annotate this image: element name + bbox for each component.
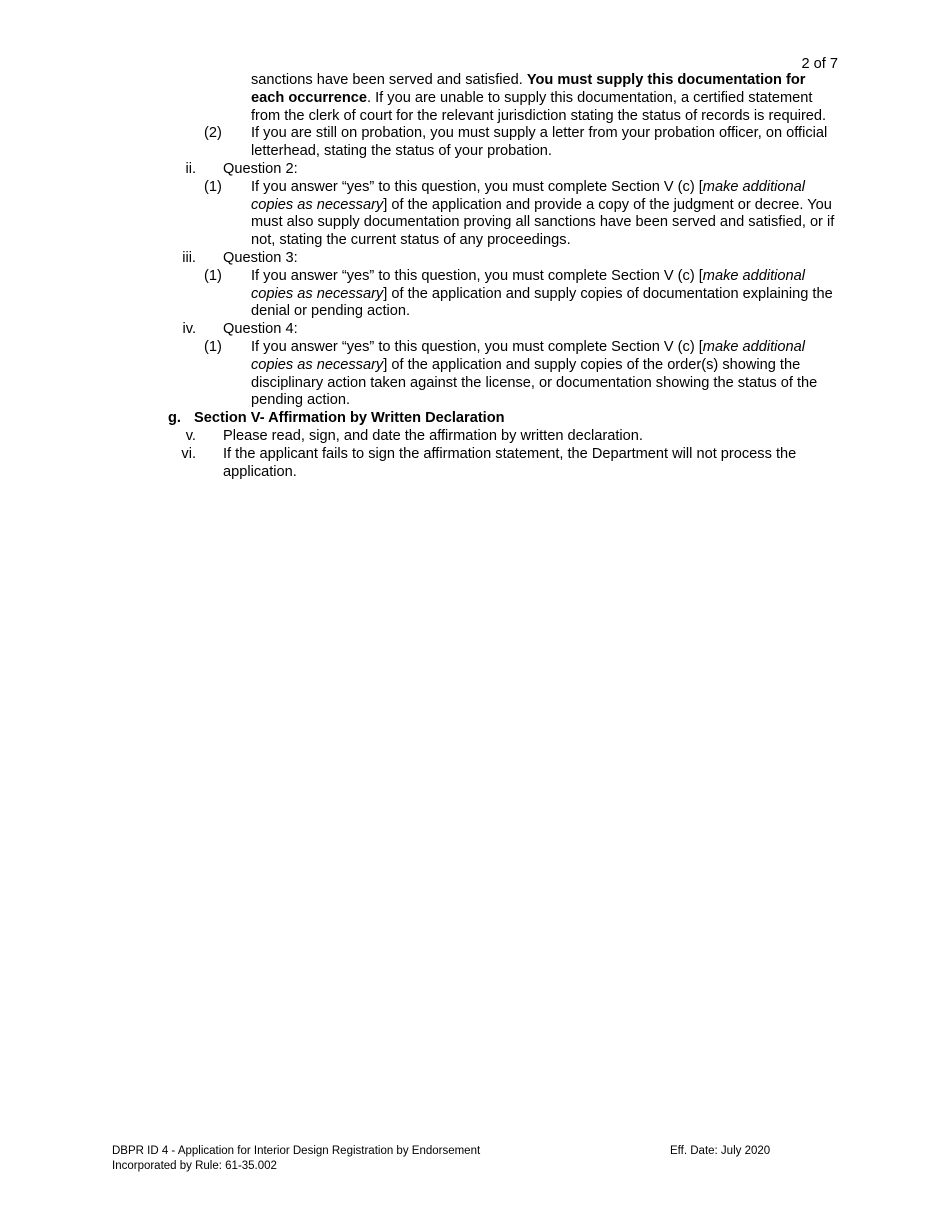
list-marker: vi. (181, 445, 196, 462)
section-title: Section V- Affirmation by Written Declaration (194, 410, 505, 427)
list-item-text: If you are still on probation, you must supply a letter from your probation officer, on official letterhead, stating the status of your probation. (251, 125, 828, 160)
list-marker: iii. (182, 249, 196, 266)
continuation-text: sanctions have been served and satisfied. You must supply this documentation for each occurrence. If you are unable to supply this documentation, a certified statement from the clerk of court for the relevant jurisdiction stating the status of records is required. (251, 72, 827, 124)
page-footer (112, 1144, 812, 1174)
question-4-heading (0, 321, 950, 339)
footer-line-2 (112, 1159, 812, 1174)
section-g-item-v (0, 428, 950, 446)
question-label: Question 3: (223, 249, 298, 266)
list-item-text: If you answer “yes” to this question, you must complete Section V (c) [make additional copies as necessary] of the application and supply copies of documentation explaining the denial or pending action. (251, 267, 833, 320)
section-g-item-vi (0, 446, 950, 482)
list-marker: (1) (204, 178, 222, 195)
list-item-probation (0, 125, 950, 161)
question-2-item (0, 179, 950, 250)
section-marker: g. (168, 410, 181, 427)
page-number: 2 of 7 (801, 56, 838, 72)
list-marker: (1) (204, 267, 222, 284)
question-4-item (0, 339, 950, 410)
list-item-text: Please read, sign, and date the affirmation by written declaration. (223, 427, 643, 444)
question-label: Question 4: (223, 321, 298, 338)
question-2-heading (0, 161, 950, 179)
section-g-heading (0, 410, 950, 428)
list-marker: (2) (204, 125, 222, 142)
footer-eff-date: Eff. Date: July 2020 (670, 1145, 771, 1157)
question-3-item (0, 268, 950, 321)
question-label: Question 2: (223, 160, 298, 177)
list-item-text: If you answer “yes” to this question, you must complete Section V (c) [make additional copies as necessary] of the application and provide a copy of the judgment or decree. You must also supply documentation proving all sanctions have been served and satisfied, or if not, stating the current status of any proceedings. (251, 178, 835, 249)
list-marker: ii. (185, 160, 196, 177)
document-body (0, 72, 950, 481)
documentation-emphasis: You must supply this documentation for each occurrence (251, 72, 806, 106)
footer-rule: Incorporated by Rule: 61-35.002 (112, 1160, 277, 1172)
list-marker: iv. (182, 321, 196, 338)
question-3-heading (0, 250, 950, 268)
list-item-text: If you answer “yes” to this question, you must complete Section V (c) [make additional copies as necessary] of the application and supply copies of the order(s) showing the disciplinary action taken against the license, or documentation showing the status of the pending action. (251, 338, 818, 409)
list-marker: (1) (204, 338, 222, 355)
footer-line-1 (112, 1144, 812, 1159)
list-marker: v. (185, 427, 196, 444)
continuation-paragraph (0, 72, 950, 125)
list-item-text: If the applicant fails to sign the affirmation statement, the Department will not process the application. (223, 445, 797, 480)
footer-form-title: DBPR ID 4 - Application for Interior Design Registration by Endorsement (112, 1145, 481, 1157)
